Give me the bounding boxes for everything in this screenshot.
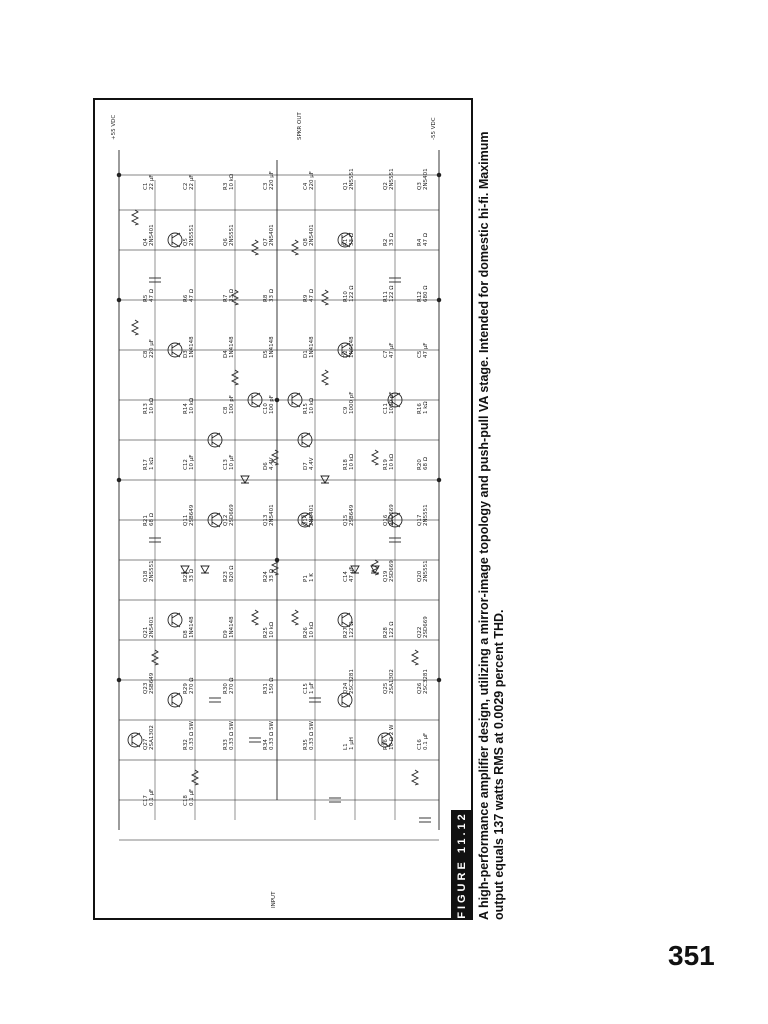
resistor-symbol: [252, 610, 258, 625]
component-value: 2N5551: [423, 504, 429, 526]
component-label: R2: [383, 238, 389, 246]
component-value: 2SD669: [389, 504, 395, 526]
schematic-diagram: [95, 100, 471, 918]
component-value: 1N4148: [269, 336, 275, 358]
component-label: L1: [343, 743, 349, 750]
component-label: R33: [223, 739, 229, 750]
component-label: R21: [143, 515, 149, 526]
component-label: R36: [383, 739, 389, 750]
component-label: R18: [343, 459, 349, 470]
component-value: 2SB649: [149, 672, 155, 694]
component-value: 122 Ω: [349, 285, 355, 302]
component-label: Q22: [417, 626, 423, 638]
component-value: 1 µF: [309, 682, 315, 694]
component-label: R23: [223, 571, 229, 582]
component-label: R3: [223, 182, 229, 190]
component-label: D2: [343, 350, 349, 358]
component-label: R26: [303, 627, 309, 638]
component-label: Q12: [223, 514, 229, 526]
resistor-symbol: [412, 770, 418, 785]
component-value: 2N5401: [309, 224, 315, 246]
component-label: R24: [263, 571, 269, 582]
component-label: R27: [343, 627, 349, 638]
component-label: C11: [383, 403, 389, 414]
component-label: C4: [303, 182, 309, 190]
component-label: Q25: [383, 682, 389, 694]
component-label: R34: [263, 739, 269, 750]
junction-dot: [437, 173, 441, 177]
capacitor-symbol: [419, 818, 431, 822]
component-label: R10: [343, 291, 349, 302]
diode-symbol: [201, 566, 209, 573]
component-value: 33 Ω: [349, 233, 355, 246]
junction-dot: [275, 558, 279, 562]
component-value: 1 kΩ: [423, 401, 429, 414]
component-value: 122 Ω: [389, 621, 395, 638]
component-value: 0.33 Ω 5W: [229, 721, 235, 750]
figure-label-text: FIGURE 11.12: [455, 811, 468, 919]
component-value: 220 µF: [149, 339, 155, 358]
junction-dot: [437, 298, 441, 302]
junction-dot: [117, 173, 121, 177]
component-value: 2SD669: [389, 560, 395, 582]
component-label: C13: [223, 459, 229, 470]
component-label: D8: [183, 630, 189, 638]
component-label: R6: [183, 294, 189, 302]
component-value: 4.4V: [269, 457, 275, 470]
component-value: 10 µF: [189, 454, 195, 470]
component-value: 270 Ω: [229, 677, 235, 694]
page-number: 351: [668, 940, 715, 971]
component-label: P1: [303, 575, 309, 582]
component-value: 100 pF: [229, 395, 235, 414]
component-value: 10 kΩ: [389, 453, 395, 470]
input-label: INPUT: [271, 891, 277, 908]
component-value: 2SB649: [349, 504, 355, 526]
component-label: C1: [143, 182, 149, 190]
positive-rail-label: +55 VDC: [111, 114, 117, 140]
component-value: 47 Ω: [149, 289, 155, 302]
component-label: Q19: [383, 570, 389, 582]
component-value: 0.1 µF: [149, 788, 155, 806]
component-label: C7: [383, 350, 389, 358]
resistor-symbol: [372, 450, 378, 465]
component-value: 22 µF: [189, 174, 195, 190]
resistor-symbol: [412, 650, 418, 665]
component-label: R7: [223, 294, 229, 302]
diode-symbol: [241, 476, 249, 483]
component-label: C12: [183, 459, 189, 470]
component-label: C10: [263, 403, 269, 414]
component-value: 2N5551: [423, 560, 429, 582]
component-value: 33 Ω: [269, 289, 275, 302]
resistor-symbol: [132, 210, 138, 225]
component-value: 10 Ω 2 W: [389, 724, 395, 750]
component-value: 4.4V: [309, 457, 315, 470]
junction-dot: [117, 478, 121, 482]
component-label: Q26: [417, 682, 423, 694]
junction-dot: [437, 678, 441, 682]
component-value: 2SA1302: [389, 669, 395, 694]
component-value: 820 Ω: [229, 565, 235, 582]
negative-rail-label: -55 VDC: [431, 117, 437, 140]
component-label: R19: [383, 459, 389, 470]
component-value: 1 K: [309, 573, 315, 582]
component-value: 680 Ω: [423, 285, 429, 302]
component-value: 122 Ω: [389, 285, 395, 302]
component-label: R35: [303, 739, 309, 750]
component-value: 47 µF: [423, 342, 429, 358]
component-label: C8: [223, 406, 229, 414]
component-label: Q6: [223, 238, 229, 246]
component-label: R14: [183, 403, 189, 414]
component-value: 1N4148: [229, 616, 235, 638]
junction-dot: [275, 398, 279, 402]
component-value: 2N5401: [309, 504, 315, 526]
component-value: 10 µF: [229, 454, 235, 470]
component-value: 220 µF: [309, 171, 315, 190]
output-label: SPKR OUT: [297, 112, 303, 140]
component-value: 0.1 µF: [189, 788, 195, 806]
component-label: Q24: [343, 682, 349, 694]
component-value: 1N4148: [229, 336, 235, 358]
component-label: Q21: [143, 626, 149, 638]
component-value: 47 µF: [389, 342, 395, 358]
transistor-symbol: [338, 693, 352, 707]
component-value: 2SD669: [423, 616, 429, 638]
component-value: 47 Ω: [309, 289, 315, 302]
component-value: 1 kΩ: [149, 457, 155, 470]
component-label: R31: [263, 683, 269, 694]
component-value: 0.33 Ω 5W: [309, 721, 315, 750]
component-value: 2SC3281: [349, 669, 355, 694]
component-label: R12: [417, 291, 423, 302]
component-value: 122 Ω: [349, 621, 355, 638]
resistor-symbol: [322, 370, 328, 385]
component-label: Q2: [383, 182, 389, 190]
component-value: 1N4148: [309, 336, 315, 358]
component-label: D5: [263, 350, 269, 358]
component-label: Q11: [183, 514, 189, 526]
component-label: D4: [223, 350, 229, 358]
component-value: 1N4148: [189, 616, 195, 638]
component-label: Q20: [417, 570, 423, 582]
component-label: R16: [417, 403, 423, 414]
component-value: 2N5401: [149, 616, 155, 638]
resistor-symbol: [322, 290, 328, 305]
component-label: D1: [303, 350, 309, 358]
component-value: 0.1 µF: [423, 732, 429, 750]
component-value: 47 Ω: [189, 289, 195, 302]
component-value: 2N5551: [229, 224, 235, 246]
component-value: 100 pF: [269, 395, 275, 414]
capacitor-symbol: [249, 738, 261, 742]
junction-dot: [117, 298, 121, 302]
component-label: R9: [303, 294, 309, 302]
component-label: C18: [183, 795, 189, 806]
component-label: Q3: [417, 182, 423, 190]
component-value: 0.33 Ω 5W: [269, 721, 275, 750]
component-value: 1 µH: [349, 737, 355, 750]
component-value: 33 Ω: [269, 569, 275, 582]
component-value: 47 Ω: [423, 233, 429, 246]
diode-symbol: [321, 476, 329, 483]
component-label: Q14: [303, 514, 309, 526]
component-value: 2N5551: [149, 560, 155, 582]
component-value: 68 Ω: [423, 457, 429, 470]
component-value: 1N4148: [189, 336, 195, 358]
component-label: C14: [343, 571, 349, 582]
component-value: 2N5551: [189, 224, 195, 246]
component-value: 1000 pF: [389, 391, 395, 414]
component-label: R11: [383, 291, 389, 302]
component-label: C17: [143, 795, 149, 806]
component-value: 2SA1302: [149, 725, 155, 750]
component-label: R20: [417, 459, 423, 470]
component-value: 33 Ω: [189, 569, 195, 582]
transistor-symbol: [128, 733, 142, 747]
resistor-symbol: [292, 610, 298, 625]
component-value: 2SD669: [229, 504, 235, 526]
component-value: 10 kΩ: [189, 397, 195, 414]
component-value: 10 kΩ: [269, 621, 275, 638]
component-label: Q27: [143, 738, 149, 750]
component-value: 10 kΩ: [349, 453, 355, 470]
component-label: D9: [223, 630, 229, 638]
component-value: 2N5401: [269, 504, 275, 526]
component-label: C3: [263, 182, 269, 190]
component-value: 10 kΩ: [229, 173, 235, 190]
component-label: R29: [183, 683, 189, 694]
component-label: D7: [303, 462, 309, 470]
component-value: 10 kΩ: [309, 621, 315, 638]
component-label: C15: [303, 683, 309, 694]
component-label: R28: [383, 627, 389, 638]
component-value: 2N5401: [269, 224, 275, 246]
resistor-symbol: [132, 320, 138, 335]
component-value: 1000 pF: [349, 391, 355, 414]
component-label: Q1: [343, 182, 349, 190]
component-label: R1: [343, 238, 349, 246]
component-value: 270 Ω: [189, 677, 195, 694]
component-value: 10 kΩ: [149, 397, 155, 414]
component-value: 33 Ω: [229, 289, 235, 302]
component-label: R13: [143, 403, 149, 414]
component-label: C5: [417, 350, 423, 358]
component-label: R15: [303, 403, 309, 414]
component-label: R4: [417, 238, 423, 246]
transistor-symbol: [168, 233, 182, 247]
component-label: R25: [263, 627, 269, 638]
component-value: 2N5551: [389, 168, 395, 190]
component-label: Q4: [143, 238, 149, 246]
resistor-symbol: [252, 240, 258, 255]
component-value: 220 µF: [269, 171, 275, 190]
junction-dot: [117, 678, 121, 682]
component-label: D3: [183, 350, 189, 358]
component-value: 2N5551: [349, 168, 355, 190]
component-label: R5: [143, 294, 149, 302]
component-label: D6: [263, 462, 269, 470]
component-value: 2N5401: [423, 168, 429, 190]
component-label: Q23: [143, 682, 149, 694]
transistor-symbol: [168, 613, 182, 627]
component-label: C16: [417, 739, 423, 750]
component-value: 22 µF: [149, 174, 155, 190]
component-value: 33 Ω: [389, 233, 395, 246]
component-label: Q15: [343, 514, 349, 526]
component-value: 68 Ω: [149, 513, 155, 526]
component-value: 10 kΩ: [309, 397, 315, 414]
junction-dot: [437, 478, 441, 482]
component-value: 2SB649: [189, 504, 195, 526]
component-label: R8: [263, 294, 269, 302]
component-label: Q7: [263, 238, 269, 246]
component-label: Q8: [303, 238, 309, 246]
component-value: 2SC3281: [423, 669, 429, 694]
component-label: Q17: [417, 514, 423, 526]
component-label: R22: [183, 571, 189, 582]
component-label: C9: [343, 406, 349, 414]
component-value: 47 µF: [349, 566, 355, 582]
component-label: Q16: [383, 514, 389, 526]
component-value: 0.33 Ω 5W: [189, 721, 195, 750]
resistor-symbol: [292, 240, 298, 255]
figure-caption: A high-performance amplifier design, utilizing a mirror-image topology and push-pull VA stage. Intended for domestic hi-fi. Maximum output equals 137 watts RMS at 0.0029 percent THD.: [477, 131, 506, 920]
component-label: C8: [143, 350, 149, 358]
component-value: 2N5401: [149, 224, 155, 246]
component-value: 1N4148: [349, 336, 355, 358]
component-label: R30: [223, 683, 229, 694]
component-label: Q18: [143, 570, 149, 582]
component-label: R17: [143, 459, 149, 470]
schematic-frame: [93, 98, 473, 920]
figure-label: [451, 810, 472, 920]
component-label: Q5: [183, 238, 189, 246]
component-label: C2: [183, 182, 189, 190]
component-label: Q13: [263, 514, 269, 526]
capacitor-symbol: [209, 698, 221, 702]
component-label: R32: [183, 739, 189, 750]
component-value: 150 Ω: [269, 677, 275, 694]
transistor-symbol: [168, 693, 182, 707]
